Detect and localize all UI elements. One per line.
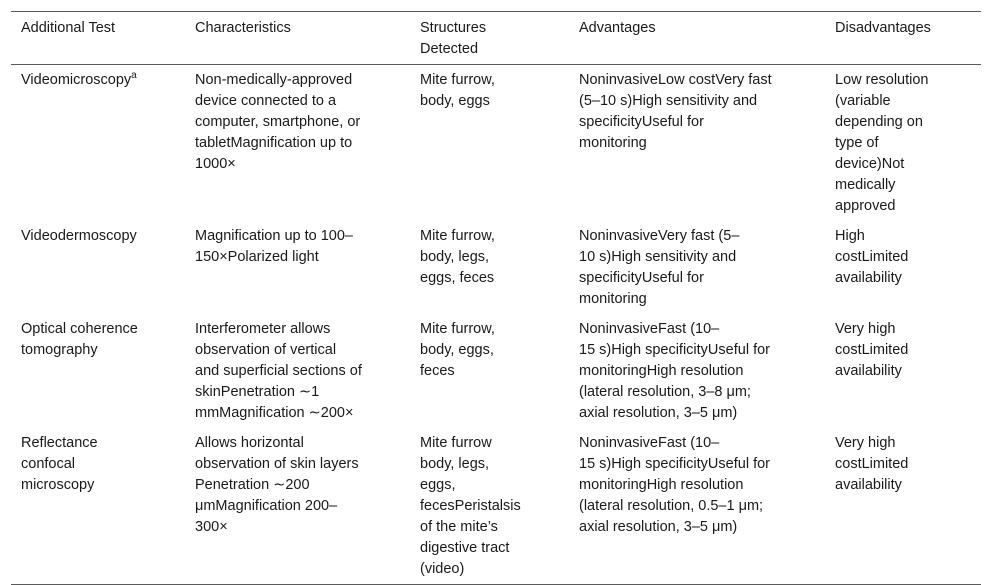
test-name: Videomicroscopy: [21, 72, 132, 88]
test-name-cell: [11, 314, 185, 428]
table-row: [11, 65, 981, 221]
header-characteristics: Characteristics: [195, 20, 291, 36]
advantages-cell: NoninvasiveFast (10– 15 s)High specificityUseful for monitoringHigh resolution (lateral resolution, 3–8 μm; axial resolution, 3–5 μm): [579, 321, 770, 421]
test-name: Videodermoscopy: [21, 228, 137, 244]
comparison-table: [11, 11, 981, 585]
disadvantages-cell: Very high costLimited availability: [835, 321, 909, 379]
structures-cell: Mite furrow, body, legs, eggs, feces: [420, 228, 495, 286]
characteristics-cell: Non-medically-approved device connected to a computer, smartphone, or tabletMagnification up to 1000×: [195, 72, 361, 172]
table-header-row: [11, 12, 981, 65]
advantages-cell: NoninvasiveFast (10– 15 s)High specificityUseful for monitoringHigh resolution (lateral resolution, 0.5–1 μm; axial resolution, 3–5 μm): [579, 435, 770, 535]
table-row: [11, 428, 981, 584]
header-additional-test: Additional Test: [21, 20, 116, 36]
characteristics-cell: Magnification up to 100– 150×Polarized light: [195, 228, 353, 265]
characteristics-cell: Allows horizontal observation of skin layers Penetration ∼200 μmMagnification 200– 300×: [195, 435, 359, 535]
table-row: [11, 314, 981, 428]
test-name-cell: [11, 221, 185, 314]
disadvantages-cell: Low resolution (variable depending on type of device)Not medically approved: [835, 72, 929, 214]
characteristics-cell: Interferometer allows observation of vertical and superficial sections of skinPenetration ∼1 mmMagnification ∼200×: [195, 321, 362, 421]
test-name: Optical coherence tomography: [21, 321, 138, 358]
footnote-marker: a: [131, 70, 137, 82]
structures-cell: Mite furrow, body, eggs, feces: [420, 321, 495, 379]
header-disadvantages: Disadvantages: [835, 20, 931, 36]
test-name-cell: [11, 65, 185, 221]
structures-cell: Mite furrow, body, eggs: [420, 72, 495, 109]
test-name: Reflectance confocal microscopy: [21, 435, 98, 493]
table-row: [11, 221, 981, 314]
advantages-cell: NoninvasiveVery fast (5– 10 s)High sensitivity and specificityUseful for monitoring: [579, 228, 740, 307]
disadvantages-cell: High costLimited availability: [835, 228, 909, 286]
test-name-cell: [11, 428, 185, 584]
header-advantages: Advantages: [579, 20, 656, 36]
header-structures-detected: Structures Detected: [420, 20, 487, 57]
structures-cell: Mite furrow body, legs, eggs, fecesPeristalsis of the mite’s digestive tract (video): [420, 435, 521, 577]
disadvantages-cell: Very high costLimited availability: [835, 435, 909, 493]
advantages-cell: NoninvasiveLow costVery fast (5–10 s)High sensitivity and specificityUseful for monitoring: [579, 72, 772, 151]
